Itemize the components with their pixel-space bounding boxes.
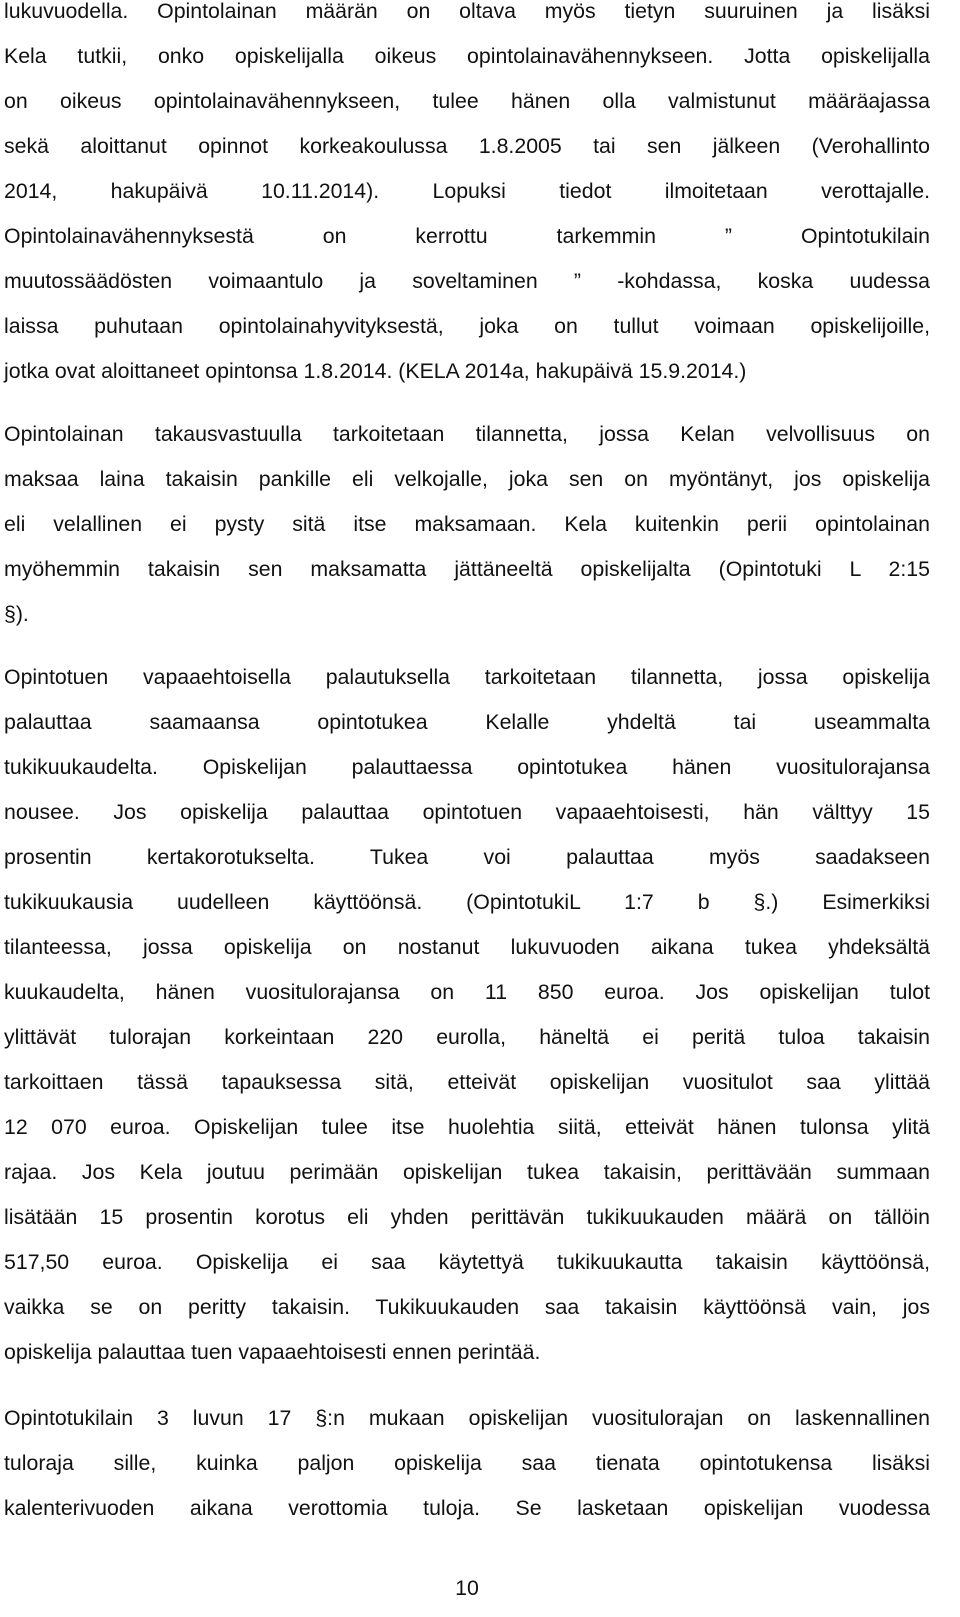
text-line: tukikuukausia uudelleen käyttöönsä. (OpintotukiL 1:7 b §.) Esimerkiksi [4,890,930,914]
text-line: maksaa laina takaisin pankille eli velkojalle, joka sen on myöntänyt, jos opiskelija [4,467,930,491]
text-line: tukikuukaudelta. Opiskelijan palauttaessa opintotukea hänen vuositulorajansa [4,755,930,779]
text-line: Opintolainavähennyksestä on kerrottu tarkemmin ” Opintotukilain [4,224,930,248]
text-line: muutossäädösten voimaantulo ja soveltaminen ” -kohdassa, koska uudessa [4,269,930,293]
text-line: Opintotuen vapaaehtoisella palautuksella tarkoitetaan tilannetta, jossa opiskelija [4,665,930,689]
text-line: ylittävät tulorajan korkeintaan 220 eurolla, häneltä ei peritä tuloa takaisin [4,1025,930,1049]
text-line: on oikeus opintolainavähennykseen, tulee hänen olla valmistunut määräajassa [4,89,930,113]
text-line: palauttaa saamaansa opintotukea Kelalle yhdeltä tai useammalta [4,710,930,734]
text-line: kuukaudelta, hänen vuositulorajansa on 11 850 euroa. Jos opiskelijan tulot [4,980,930,1004]
text-line: Opintolainan takausvastuulla tarkoitetaan tilannetta, jossa Kelan velvollisuus on [4,422,930,446]
text-line: myöhemmin takaisin sen maksamatta jättäneeltä opiskelijalta (Opintotuki L 2:15 [4,557,930,581]
text-line: tilanteessa, jossa opiskelija on nostanut lukuvuoden aikana tukea yhdeksältä [4,935,930,959]
text-line: kalenterivuoden aikana verottomia tuloja. Se lasketaan opiskelijan vuodessa [4,1496,930,1520]
text-line: eli velallinen ei pysty sitä itse maksamaan. Kela kuitenkin perii opintolainan [4,512,930,536]
page-number: 10 [455,1576,479,1600]
text-line: 2014, hakupäivä 10.11.2014). Lopuksi tiedot ilmoitetaan verottajalle. [4,179,930,203]
text-line: lisätään 15 prosentin korotus eli yhden perittävän tukikuukauden määrä on tällöin [4,1205,930,1229]
text-line: prosentin kertakorotukselta. Tukea voi palauttaa myös saadakseen [4,845,930,869]
text-line: tarkoittaen tässä tapauksessa sitä, etteivät opiskelijan vuositulot saa ylittää [4,1070,930,1094]
text-line: §). [4,602,29,626]
text-line: lukuvuodella. Opintolainan määrän on oltava myös tietyn suuruinen ja lisäksi [4,0,930,23]
text-line: tuloraja sille, kuinka paljon opiskelija saa tienata opintotukensa lisäksi [4,1451,930,1475]
text-line: jotka ovat aloittaneet opintonsa 1.8.2014. (KELA 2014a, hakupäivä 15.9.2014.) [4,359,747,383]
text-line: nousee. Jos opiskelija palauttaa opintotuen vapaaehtoisesti, hän välttyy 15 [4,800,930,824]
text-line: Kela tutkii, onko opiskelijalla oikeus opintolainavähennykseen. Jotta opiskelijalla [4,44,930,68]
text-line: opiskelija palauttaa tuen vapaaehtoisesti ennen perintää. [4,1340,541,1364]
text-line: 517,50 euroa. Opiskelija ei saa käytettyä tukikuukautta takaisin käyttöönsä, [4,1250,930,1274]
text-line: sekä aloittanut opinnot korkeakoulussa 1.8.2005 tai sen jälkeen (Verohallinto [4,134,930,158]
text-line: rajaa. Jos Kela joutuu perimään opiskelijan tukea takaisin, perittävään summaan [4,1160,930,1184]
text-line: vaikka se on peritty takaisin. Tukikuukauden saa takaisin käyttöönsä vain, jos [4,1295,930,1319]
text-line: 12 070 euroa. Opiskelijan tulee itse huolehtia siitä, etteivät hänen tulonsa ylitä [4,1115,930,1139]
text-line: laissa puhutaan opintolainahyvityksestä, joka on tullut voimaan opiskelijoille, [4,314,930,338]
text-line: Opintotukilain 3 luvun 17 §:n mukaan opiskelijan vuositulorajan on laskennallinen [4,1406,930,1430]
